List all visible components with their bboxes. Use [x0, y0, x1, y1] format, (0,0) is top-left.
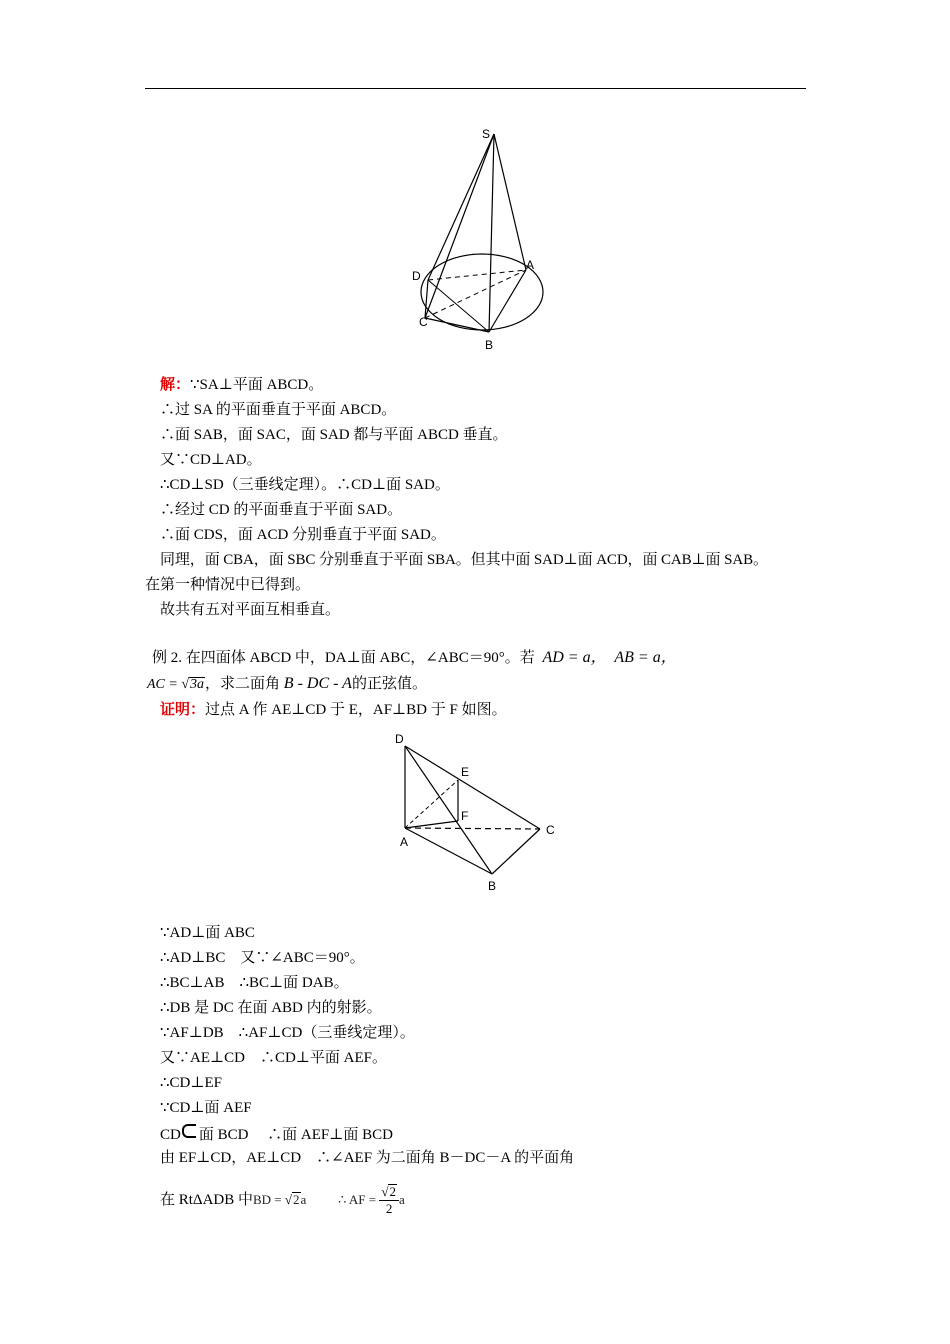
subset-symbol: [182, 1124, 196, 1138]
label-c: C: [419, 315, 428, 329]
solution1-line1: [160, 375, 323, 395]
header-rule: [145, 88, 806, 89]
label-f: F: [461, 809, 469, 823]
proof2-line11: 在 RtΔADB 中BD = √2a ∴ AF = $\frac{√2}{2}$ a: [160, 1184, 405, 1216]
label-c2: C: [546, 823, 555, 837]
figure-pyramid: [405, 122, 555, 357]
proof2-line3: ∴BC⊥AB ∴BC⊥面 DAB。: [160, 975, 349, 991]
label-b: B: [485, 338, 494, 352]
solution1-line4: 又∵CD⊥AD。: [160, 452, 262, 468]
solution1-line1-text: ∵SA⊥平面 ABCD。: [190, 377, 324, 393]
proof-intro-text: 过点 A 作 AE⊥CD 于 E，AF⊥BD 于 F 如图。: [205, 702, 507, 718]
proof2-line7: ∴CD⊥EF: [160, 1075, 222, 1091]
proof2-bd-suffix: a: [300, 1191, 307, 1207]
fraction-numerator: 2: [389, 1184, 396, 1199]
solution1-line9: 在第一种情况中已得到。: [145, 577, 311, 593]
proof2-bd: BD =: [253, 1191, 285, 1207]
solution-label: 解：: [160, 377, 191, 393]
solution1-line10: 故共有五对平面互相垂直。: [160, 602, 341, 618]
example2-ac: AC =: [147, 677, 182, 692]
proof2-line9: [160, 1124, 393, 1145]
fraction-denominator: 2: [385, 1201, 393, 1216]
example2-ad: AD = a，: [542, 649, 607, 666]
label-d2: D: [395, 732, 404, 746]
example2-statement: [152, 648, 677, 668]
proof2-line10: 由 EF⊥CD，AE⊥CD ∴∠AEF 为二面角 B－DC－A 的平面角: [160, 1150, 575, 1166]
proof2-line6: 又∵AE⊥CD ∴CD⊥平面 AEF。: [160, 1050, 387, 1066]
label-a2: A: [400, 835, 409, 849]
proof2-af-suffix: a: [398, 1191, 405, 1207]
example2-statement-2: AC = √3a，求二面角 B - DC - A的正弦值。: [147, 675, 427, 692]
solution1-line3: ∴面 SAB，面 SAC，面 SAD 都与平面 ABCD 垂直。: [160, 427, 508, 443]
solution1-line6: ∴经过 CD 的平面垂直于平面 SAD。: [160, 502, 403, 518]
example2-ab: AB = a，: [614, 649, 677, 666]
proof2-bd-radicand: 2: [293, 1191, 300, 1207]
proof2-line5: ∵AF⊥DB ∴AF⊥CD（三垂线定理）。: [160, 1025, 415, 1041]
label-a: A: [526, 258, 535, 272]
label-e: E: [461, 765, 470, 779]
example2-intro: 例 2. 在四面体 ABCD 中，DA⊥面 ABC，∠ABC＝90°。若: [152, 650, 535, 666]
proof2-line11-prefix: 在 RtΔADB 中: [160, 1191, 253, 1208]
proof2-line2: ∴AD⊥BC 又∵∠ABC＝90°。: [160, 950, 365, 966]
proof2-line4: ∴DB 是 DC 在面 ABD 内的射影。: [160, 1000, 382, 1016]
example2-angle: B - DC - A: [283, 675, 352, 692]
proof-label: 证明：: [160, 702, 206, 718]
example2-proof-start: [160, 700, 507, 720]
solution1-line8: 同理，面 CBA，面 SBC 分别垂直于平面 SBA。但其中面 SAD⊥面 ACD，面 CAB⊥面 SAB。: [160, 552, 768, 568]
example2-ask-prefix: ，求二面角: [205, 676, 281, 692]
proof2-af: ∴ AF =: [338, 1191, 380, 1207]
fraction-sqrt2-over-2: $\frac{√2}{2}$: [379, 1184, 399, 1217]
example2-ask-suffix: 的正弦值。: [351, 676, 427, 692]
proof2-line9-cd: CD: [160, 1127, 181, 1143]
label-b2: B: [488, 879, 497, 893]
label-d: D: [412, 269, 421, 283]
proof2-line1: ∵AD⊥面 ABC: [160, 925, 255, 941]
label-s: S: [482, 127, 491, 141]
proof2-line9-rest: 面 BCD ∴面 AEF⊥面 BCD: [198, 1127, 393, 1143]
solution1-line2: ∴过 SA 的平面垂直于平面 ABCD。: [160, 402, 397, 418]
solution1-line5: ∴CD⊥SD（三垂线定理）。∴CD⊥面 SAD。: [160, 477, 450, 493]
figure-tetrahedron: [388, 728, 568, 898]
example2-ac-radicand: 3a: [190, 677, 205, 692]
solution1-line7: ∴面 CDS，面 ACD 分别垂直于平面 SAD。: [160, 527, 446, 543]
proof2-line8: ∵CD⊥面 AEF: [160, 1100, 252, 1116]
